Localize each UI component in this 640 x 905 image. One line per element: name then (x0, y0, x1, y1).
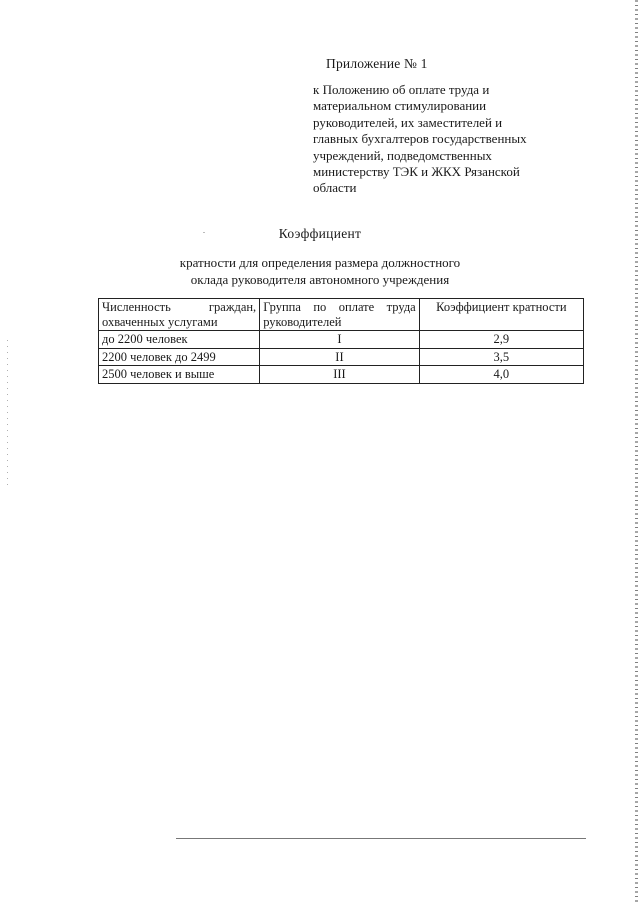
table-row (99, 366, 584, 384)
scan-edge-right (635, 0, 638, 905)
scan-edge-left (7, 340, 8, 490)
header-group-line2: руководителей (263, 314, 342, 329)
header-group-line1: Группа по оплате труда (263, 300, 416, 314)
subtitle-line: кратности для определения размера должностного (179, 255, 461, 270)
appendix-line: учреждений, подведомственных (313, 147, 492, 163)
document-subtitle (0, 255, 640, 288)
appendix-line: материальном стимулировании (313, 98, 487, 114)
appendix-number: Приложение № 1 (326, 56, 428, 71)
footer-rule (176, 838, 586, 839)
table-header-row (99, 299, 584, 331)
cell-group: II (260, 348, 420, 366)
appendix-line: к Положению об оплате труда и (313, 82, 490, 97)
appendix-line: области (313, 180, 357, 196)
header-coefficient: Коэффициент кратности (419, 299, 583, 331)
header-population-line2: охваченных услугами (102, 314, 218, 329)
subtitle-line: оклада руководителя автономного учреждения (190, 271, 450, 287)
cell-population: 2500 человек и выше (99, 366, 260, 384)
cell-coefficient: 4,0 (419, 366, 583, 384)
appendix-line: главных бухгалтеров государственных (313, 131, 527, 147)
header-population-line1: Численность граждан, (102, 300, 257, 314)
document-title: Коэффициент (278, 226, 362, 241)
cell-group: III (260, 366, 420, 384)
appendix-line: руководителей, их заместителей и (313, 114, 503, 130)
appendix-reference (313, 82, 583, 197)
table-row (99, 348, 584, 366)
table-row (99, 331, 584, 349)
cell-group: I (260, 331, 420, 349)
coefficient-table (98, 298, 584, 384)
appendix-line: министерству ТЭК и ЖКХ Рязанской (313, 164, 520, 180)
cell-population: 2200 человек до 2499 (99, 348, 260, 366)
header-population (99, 299, 260, 331)
cell-coefficient: 2,9 (419, 331, 583, 349)
cell-coefficient: 3,5 (419, 348, 583, 366)
header-group (260, 299, 420, 331)
cell-population: до 2200 человек (99, 331, 260, 349)
